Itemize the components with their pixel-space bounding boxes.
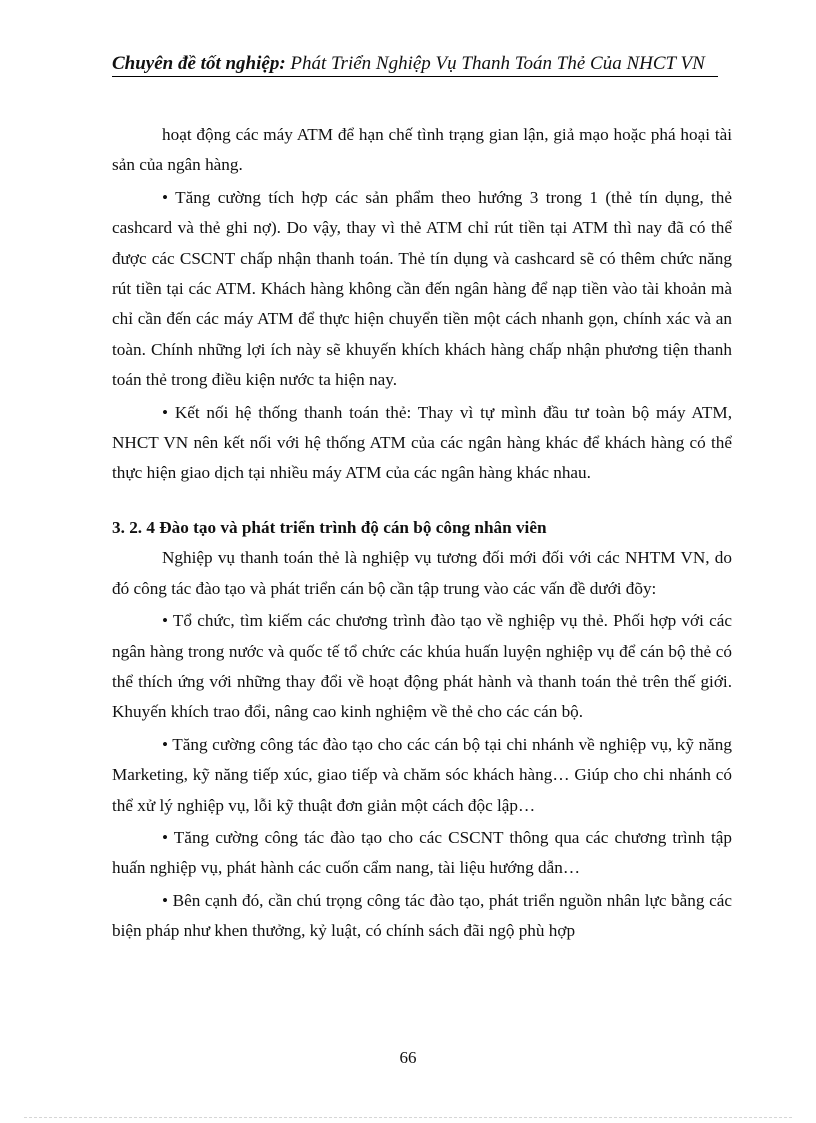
bullet-training-programs: • Tổ chức, tìm kiếm các chương trình đào tạo về nghiệp vụ thẻ. Phối hợp với các ngân hàng trong nước và quốc tế tổ chức các khúa huấn luyện nghiệp vụ để cán bộ thẻ có thể thích ứng với những thay đổi về hoạt động phát hành và thanh toán thẻ trên thế giới. Khuyến khích trao đổi, nâng cao kinh nghiệm về thẻ cho các cán bộ. (112, 611, 732, 722)
header-title: Phát Triển Nghiệp Vụ Thanh Toán Thẻ Của NHCT VN (285, 53, 705, 74)
paragraph-atm-security: hoạt động các máy ATM để hạn chế tình trạng gian lận, giả mạo hoặc phá hoại tài sản của ngân hàng. (112, 125, 732, 175)
section-heading: 3. 2. 4 Đào tạo và phát triển trình độ cán bộ công nhân viên (112, 517, 547, 537)
document-body (112, 120, 732, 947)
page-header (112, 52, 718, 77)
header-separator: : (279, 53, 286, 74)
paragraph-training-intro: Nghiệp vụ thanh toán thẻ là nghiệp vụ tương đối mới đối với các NHTM VN, do đó công tác đào tạo và phát triển cán bộ cần tập trung vào các vấn đề dưới đõy: (112, 548, 732, 598)
page-number: 66 (399, 1048, 417, 1067)
bullet-network-connection: • Kết nối hệ thống thanh toán thẻ: Thay vì tự mình đầu tư toàn bộ máy ATM, NHCT VN nên kết nối với hệ thống ATM của các ngân hàng khác để khách hàng có thể thực hiện giao dịch tại nhiều máy ATM của các ngân hàng khác nhau. (112, 402, 732, 483)
bullet-branch-training: • Tăng cường công tác đào tạo cho các cán bộ tại chi nhánh về nghiệp vụ, kỹ năng Marketing, kỹ năng tiếp xúc, giao tiếp và chăm sóc khách hàng… Giúp cho chi nhánh có thể xử lý nghiệp vụ, lỗi kỹ thuật đơn giản một cách độc lập… (112, 734, 732, 815)
bullet-human-resources: • Bên cạnh đó, cần chú trọng công tác đào tạo, phát triển nguồn nhân lực bằng các biện pháp như khen thưởng, kỷ luật, có chính sách đãi ngộ phù hợp (112, 890, 732, 941)
header-label: Chuyên đề tốt nghiệp (112, 53, 280, 74)
footer-divider (24, 1117, 792, 1118)
bullet-product-integration: • Tăng cường tích hợp các sản phẩm theo hướng 3 trong 1 (thẻ tín dụng, thẻ cashcard và thẻ ghi nợ). Do vậy, thay vì thẻ ATM chỉ rút tiền tại ATM thì nay đã có thể được các CSCNT chấp nhận thanh toán. Thẻ tín dụng và cashcard sẽ có thêm chức năng rút tiền tại các ATM. Khách hàng không cần đến ngân hàng để nạp tiền vào tài khoản mà chỉ cần đến các máy ATM để thực hiện chuyển tiền một cách nhanh gọn, chính xác và an toàn. Chính những lợi ích này sẽ khuyến khích khách hàng chấp nhận phương tiện thanh toán thẻ trong điều kiện nước ta hiện nay. (112, 187, 732, 390)
bullet-merchant-training: • Tăng cường công tác đào tạo cho các CSCNT thông qua các chương trình tập huấn nghiệp vụ, phát hành các cuốn cẩm nang, tài liệu hướng dẫn… (112, 827, 732, 878)
